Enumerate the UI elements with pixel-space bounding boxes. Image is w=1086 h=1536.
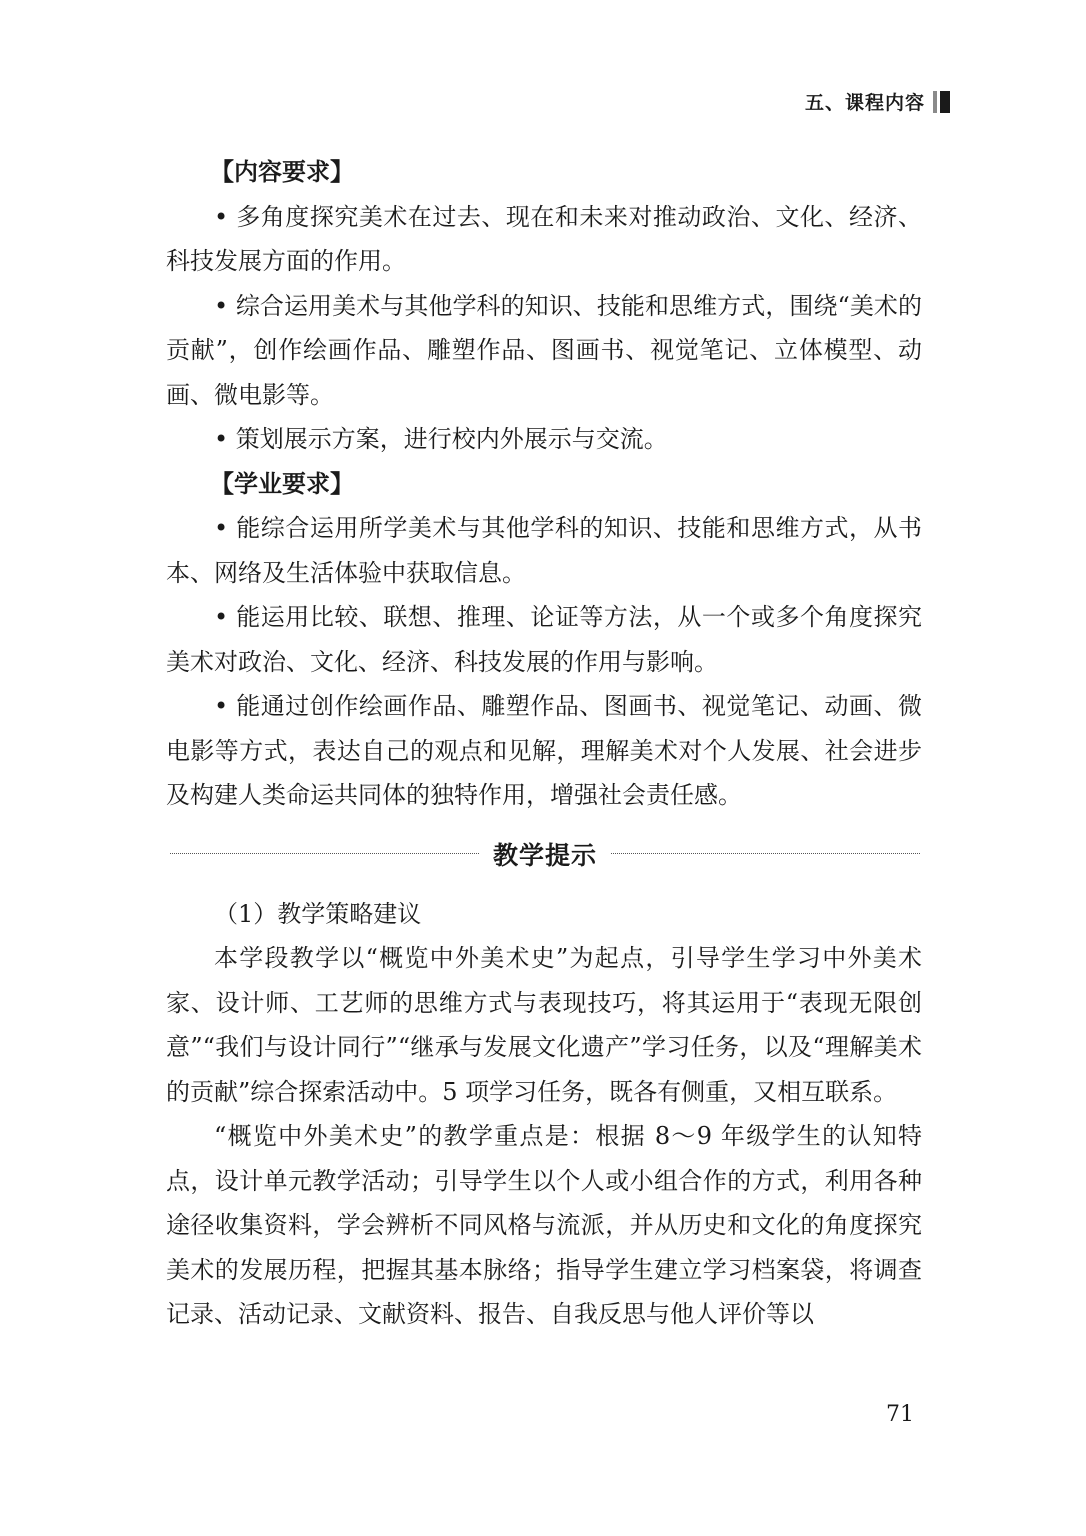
header-bar-light: [933, 91, 937, 113]
body-paragraph: “概览中外美术史”的教学重点是：根据 8～9 年级学生的认知特点，设计单元教学活动；引导学生以个人或小组合作的方式，利用各种途径收集资料，学会辨析不同风格与流派，并从历史和文化的角度探究美术的发展历程，把握其基本脉络；指导学生建立学习档案袋，将调查记录、活动记录、文献资料、报告、自我反思与他人评价等以: [166, 1122, 922, 1328]
teaching-tips-divider: [170, 836, 920, 872]
academic-requirements-heading: 【学业要求】: [210, 468, 354, 498]
teaching-tips-title: 教学提示: [493, 840, 598, 870]
content-requirement-item: • 策划展示方案，进行校内外展示与交流。: [214, 425, 668, 453]
academic-requirement-item: • 能通过创作绘画作品、雕塑作品、图画书、视觉笔记、动画、微电影等方式，表达自己的观点和见解，理解美术对个人发展、社会进步及构建人类命运共同体的独特作用，增强社会责任感。: [166, 692, 922, 809]
content-requirement-item: • 综合运用美术与其他学科的知识、技能和思维方式，围绕“美术的贡献”，创作绘画作品、雕塑作品、图画书、视觉笔记、立体模型、动画、微电影等。: [166, 291, 922, 409]
content-requirements-heading: 【内容要求】: [210, 157, 354, 186]
body-paragraph: 本学段教学以“概览中外美术史”为起点，引导学生学习中外美术家、设计师、工艺师的思维方式与表现技巧，将其运用于“表现无限创意”“我们与设计同行”“继承与发展文化遗产”学习任务，以及“理解美术的贡献”综合探索活动中。5 项学习任务，既各有侧重，又相互联系。: [166, 944, 922, 1106]
chapter-title: 五、课程内容: [804, 92, 925, 114]
academic-requirement-item: • 能综合运用所学美术与其他学科的知识、技能和思维方式，从书本、网络及生活体验中获取信息。: [166, 514, 922, 587]
strategy-subheading: （1）教学策略建议: [214, 899, 422, 928]
divider-line-left: [170, 853, 479, 854]
running-header: [805, 88, 950, 115]
page-body: [166, 150, 922, 1337]
header-bar-dark: [940, 91, 950, 113]
divider-line-right: [611, 853, 920, 854]
header-marker-icon: [933, 91, 950, 113]
academic-requirement-item: • 能运用比较、联想、推理、论证等方法，从一个或多个角度探究美术对政治、文化、经济、科技发展的作用与影响。: [166, 603, 922, 676]
page-number: 71: [886, 1402, 914, 1427]
content-requirement-item: • 多角度探究美术在过去、现在和未来对推动政治、文化、经济、科技发展方面的作用。: [166, 202, 922, 275]
